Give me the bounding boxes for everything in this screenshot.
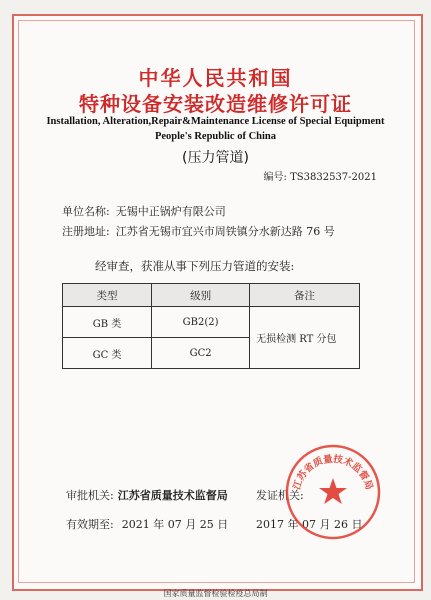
footer: 国家质量监督检验检疫总局制 — [163, 589, 268, 598]
cert-number — [264, 168, 377, 183]
intro-text: 经审查，获准从事下列压力管道的安装: — [95, 259, 295, 273]
title-cn-line2: 特种设备安装改造维修许可证 — [79, 92, 352, 116]
cert-number-value: TS3832537-2021 — [290, 172, 377, 183]
valid-value: 2021 年 07 月 25 日 — [121, 518, 229, 531]
seal-star-icon — [319, 478, 347, 504]
cell-level: GB2(2) — [152, 307, 250, 338]
header-type: 类型 — [63, 284, 152, 307]
title-en-line1: Installation, Alteration,Repair&Maintenance License of Special Equipment — [46, 116, 385, 127]
address-value: 江苏省无锡市宜兴市周铁镇分水新达路 76 号 — [115, 225, 335, 238]
header-level: 级别 — [152, 284, 250, 307]
issued-date: 2017 年 07 月 26 日 — [256, 518, 363, 531]
issuer-row — [66, 487, 228, 503]
issuing-authority-label: 发证机关: — [256, 489, 304, 502]
cell-type: GC 类 — [63, 338, 152, 369]
unit-name-label: 单位名称: — [62, 205, 110, 218]
address-row — [62, 223, 335, 239]
category: (压力管道) — [182, 150, 249, 166]
unit-name-value: 无锡中正锅炉有限公司 — [115, 205, 226, 218]
table-row — [63, 307, 360, 338]
seal-text: 江苏省质量技术监督局 — [291, 453, 375, 492]
unit-name-row — [62, 203, 226, 219]
cert-number-label: 编号: — [263, 172, 287, 183]
title-cn-line1: 中华人民共和国 — [138, 66, 293, 90]
issuer-label: 审批机关: — [66, 489, 114, 502]
official-seal-icon — [283, 442, 383, 542]
table-header-row — [63, 284, 360, 307]
header-note: 备注 — [250, 284, 360, 307]
issuer-value: 江苏省质量技术监督局 — [117, 489, 228, 502]
valid-row — [66, 516, 228, 532]
cell-level: GC2 — [152, 338, 250, 369]
license-table — [62, 283, 360, 369]
cell-note: 无损检测 RT 分包 — [250, 307, 360, 369]
valid-label: 有效期至: — [66, 518, 114, 531]
cell-type: GB 类 — [63, 307, 152, 338]
title-en-line2: People's Republic of China — [154, 131, 277, 142]
address-label: 注册地址: — [62, 225, 110, 238]
